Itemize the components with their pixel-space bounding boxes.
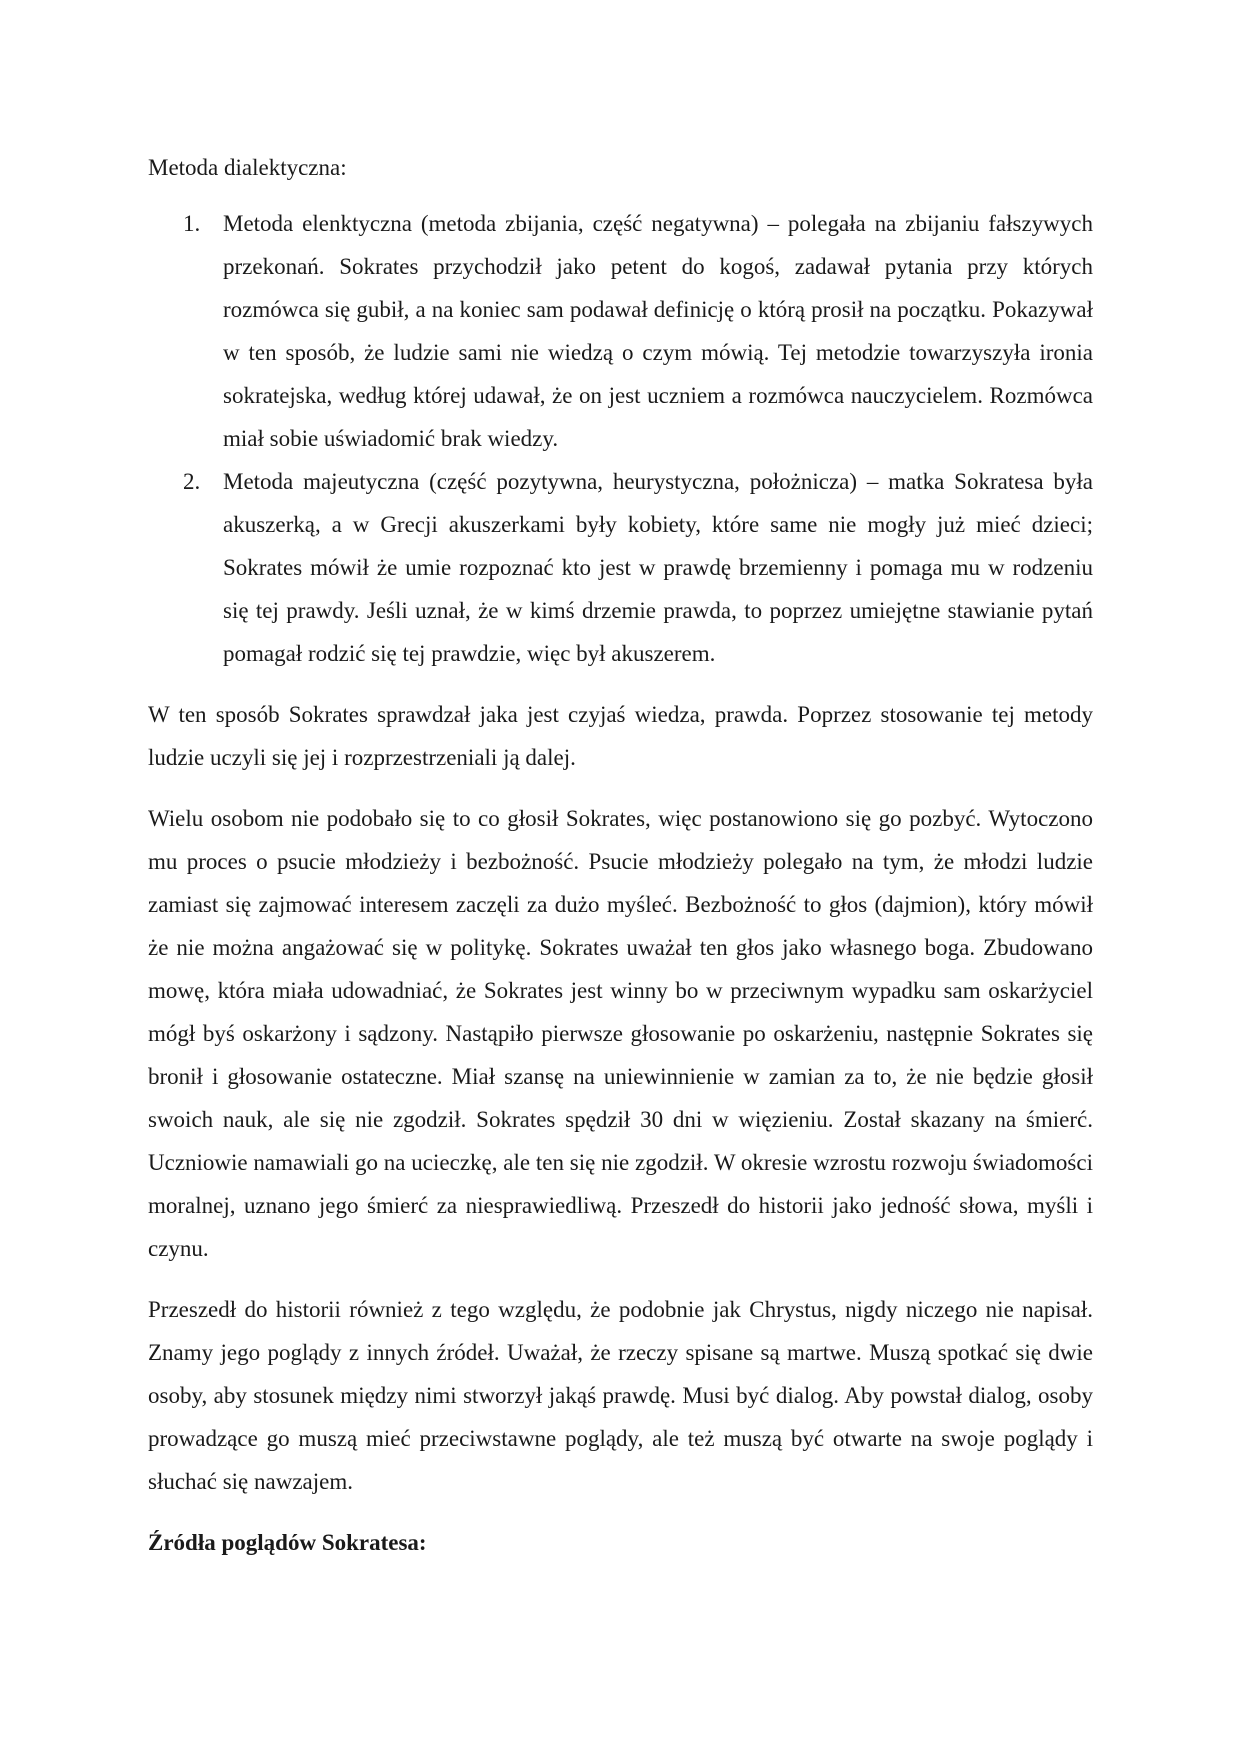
list-item — [148, 460, 1093, 675]
list-item-number: 1. — [183, 211, 201, 236]
list-item — [148, 202, 1093, 460]
document-content — [148, 146, 1093, 1564]
paragraph: Przeszedł do historii również z tego względu, że podobnie jak Chrystus, nigdy niczego nie napisał. Znamy jego poglądy z innych źródeł. Uważał, że rzeczy spisane są martwe. Muszą spotkać się dwie osoby, aby stosunek między nimi stworzył jakąś prawdę. Musi być dialog. Aby powstał dialog, osoby prowadzące go muszą mieć przeciwstawne poglądy, ale też muszą być otwarte na swoje poglądy i słuchać się nawzajem. — [148, 1297, 1093, 1494]
methods-list — [148, 202, 1093, 675]
list-item-text: Metoda majeutyczna (część pozytywna, heurystyczna, położnicza) – matka Sokratesa była akuszerką, a w Grecji akuszerkami były kobiety, które same nie mogły już mieć dzieci; Sokrates mówił że umie rozpoznać kto jest w prawdę brzemienny i pomaga mu w rodzeniu się tej prawdy. Jeśli uznał, że w kimś drzemie prawda, to poprzez umiejętne stawianie pytań pomagał rodzić się tej prawdzie, więc był akuszerem. — [223, 469, 1093, 666]
document-heading: Metoda dialektyczna: — [148, 155, 347, 180]
list-item-text: Metoda elenktyczna (metoda zbijania, część negatywna) – polegała na zbijaniu fałszywych przekonań. Sokrates przychodził jako petent do kogoś, zadawał pytania przy których rozmówca się gubił, a na koniec sam podawał definicję o którą prosił na początku. Pokazywał w ten sposób, że ludzie sami nie wiedzą o czym mówią. Tej metodzie towarzyszyła ironia sokratejska, według której udawał, że on jest uczniem a rozmówca nauczycielem. Rozmówca miał sobie uświadomić brak wiedzy. — [223, 211, 1093, 451]
paragraph: W ten sposób Sokrates sprawdzał jaka jest czyjaś wiedza, prawda. Poprzez stosowanie tej metody ludzie uczyli się jej i rozprzestrzeniali ją dalej. — [148, 702, 1093, 770]
paragraph: Wielu osobom nie podobało się to co głosił Sokrates, więc postanowiono się go pozbyć. Wytoczono mu proces o psucie młodzieży i bezbożność. Psucie młodzieży polegało na tym, że młodzi ludzie zamiast się zajmować interesem zaczęli za dużo myśleć. Bezbożność to głos (dajmion), który mówił że nie można angażować się w politykę. Sokrates uważał ten głos jako własnego boga. Zbudowano mowę, która miała udowadniać, że Sokrates jest winny bo w przeciwnym wypadku sam oskarżyciel mógł byś oskarżony i sądzony. Nastąpiło pierwsze głosowanie po oskarżeniu, następnie Sokrates się bronił i głosowanie ostateczne. Miał szansę na uniewinnienie w zamian za to, że nie będzie głosił swoich nauk, ale się nie zgodził. Sokrates spędził 30 dni w więzieniu. Został skazany na śmierć. Uczniowie namawiali go na ucieczkę, ale ten się nie zgodził. W okresie wzrostu rozwoju świadomości moralnej, uznano jego śmierć za niesprawiedliwą. Przeszedł do historii jako jedność słowa, myśli i czynu. — [148, 806, 1093, 1261]
list-item-number: 2. — [183, 469, 201, 494]
section-heading: Źródła poglądów Sokratesa: — [148, 1530, 427, 1555]
